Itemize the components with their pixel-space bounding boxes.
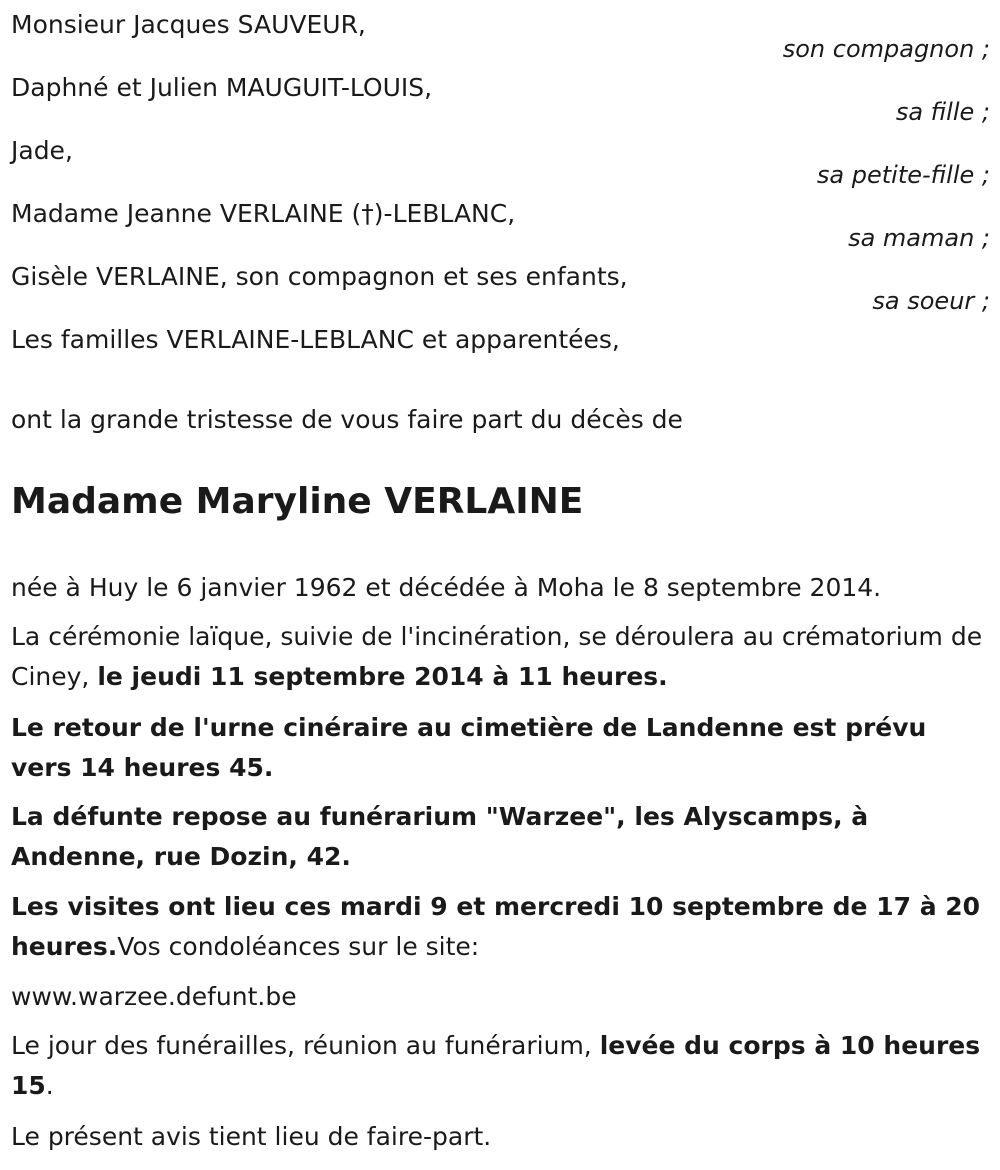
announcement-intro: ont la grande tristesse de vous faire part du décès de xyxy=(11,405,683,434)
mourner-relation: sa fille ; xyxy=(895,98,990,126)
body-removal-time: levée du corps à 10 heures 15 xyxy=(11,1031,981,1100)
urn-return-paragraph: Le retour de l'urne cinéraire au cimetière de Landenne est prévu vers 14 heures 45. xyxy=(11,713,927,782)
mourner-relation: sa petite-fille ; xyxy=(816,161,990,189)
mourner-entry xyxy=(11,262,990,322)
mourner-name: Monsieur Jacques SAUVEUR, xyxy=(11,10,366,39)
visits-paragraph xyxy=(11,887,988,967)
mourner-name: Gisèle VERLAINE, son compagnon et ses enfants, xyxy=(11,262,628,291)
mourner-relation: son compagnon ; xyxy=(782,35,990,63)
birth-death-line: née à Huy le 6 janvier 1962 et décédée à Moha le 8 septembre 2014. xyxy=(11,573,882,602)
mourner-entry xyxy=(11,10,990,70)
ceremony-paragraph xyxy=(11,617,988,697)
resting-place-paragraph: La défunte repose au funérarium "Warzee", les Alyscamps, à Andenne, rue Dozin, 42. xyxy=(11,802,869,871)
condolences-text: Vos condoléances sur le site: xyxy=(117,932,480,961)
mourner-name: Madame Jeanne VERLAINE (†)-LEBLANC, xyxy=(11,199,516,228)
deceased-name: Madame Maryline VERLAINE xyxy=(11,481,584,522)
mourner-relation: sa maman ; xyxy=(848,224,990,252)
funeral-day-paragraph xyxy=(11,1026,988,1106)
mourner-entry xyxy=(11,73,990,133)
mourner-relation: sa soeur ; xyxy=(872,287,990,315)
mourner-entry xyxy=(11,199,990,259)
condolences-website: www.warzee.defunt.be xyxy=(11,982,297,1011)
mourner-entry xyxy=(11,136,990,196)
ceremony-text: La cérémonie laïque, suivie de l'incinération, se déroulera au crématorium de Ciney, xyxy=(11,622,983,691)
funeral-day-end: . xyxy=(45,1071,54,1100)
visits-hours: Les visites ont lieu ces mardi 9 et mercredi 10 septembre de 17 à 20 heures. xyxy=(11,892,981,961)
mourner-name: Daphné et Julien MAUGUIT-LOUIS, xyxy=(11,73,433,102)
mourner-name: Les familles VERLAINE-LEBLANC et apparentées, xyxy=(11,325,620,354)
mourner-entry xyxy=(11,325,990,365)
ceremony-date: le jeudi 11 septembre 2014 à 11 heures. xyxy=(97,662,668,691)
closing-note: Le présent avis tient lieu de faire-part. xyxy=(11,1122,492,1151)
mourner-name: Jade, xyxy=(11,136,73,165)
funeral-day-text: Le jour des funérailles, réunion au funérarium, xyxy=(11,1031,600,1060)
